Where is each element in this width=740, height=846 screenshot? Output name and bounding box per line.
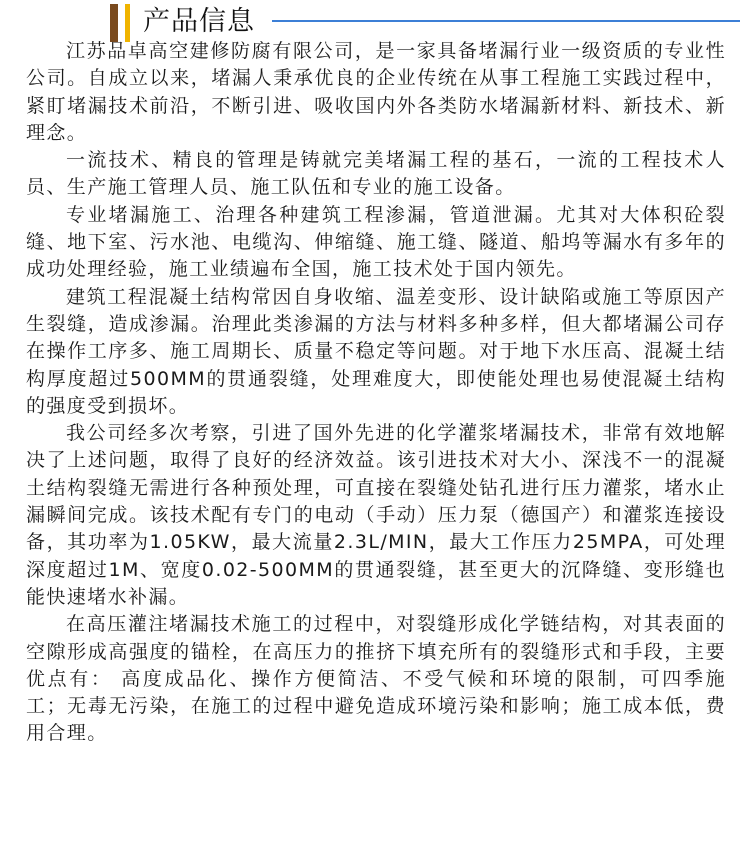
header-divider-line <box>272 20 740 22</box>
paragraph-company-intro: 江苏品卓高空建修防腐有限公司，是一家具备堵漏行业一级资质的专业性公司。自成立以来，堵漏人秉承优良的企业传统在从事工程施工实践过程中，紧盯堵漏技术前沿，不断引进、吸收国内外各类防水堵漏新材料、新技术、新理念。 <box>26 40 726 144</box>
section-title: 产品信息 <box>143 6 255 37</box>
paragraph-technology: 一流技术、精良的管理是铸就完美堵漏工程的基石，一流的工程技术人员、生产施工管理人员、施工队伍和专业的施工设备。 <box>26 149 726 199</box>
header-accent-bar-brown <box>110 4 118 42</box>
header-accent-bar-yellow <box>125 4 130 42</box>
paragraph-services: 专业堵漏施工、治理各种建筑工程渗漏，管道泄漏。尤其对大体积砼裂缝、地下室、污水池、电缆沟、伸缩缝、施工缝、隧道、船坞等漏水有多年的成功处理经验，施工业绩遍布全国，施工技术处于国内领先。 <box>26 203 726 281</box>
paragraph-advantages: 在高压灌注堵漏技术施工的过程中，对裂缝形成化学链结构，对其表面的空隙形成高强度的锚栓，在高压力的推挤下填充所有的裂缝形式和手段，主要优点有： 高度成品化、操作方便简洁、不受气候和环境的限制，可四季施工；无毒无污染，在施工的过程中避免造成环境污染和影响；施工成本低，费用合理。 <box>26 613 726 745</box>
paragraph-solution: 我公司经多次考察，引进了国外先进的化学灌浆堵漏技术，非常有效地解决了上述问题，取得了良好的经济效益。该引进技术对大小、深浅不一的混凝土结构裂缝无需进行各种预处理，可直接在裂缝处钻孔进行压力灌浆，堵水止漏瞬间完成。该技术配有专门的电动（手动）压力泵（德国产）和灌浆连接设备，其功率为1.05KW，最大流量2.3L/MIN，最大工作压力25MPA，可处理深度超过1M、宽度0.02-500MM的贯通裂缝，甚至更大的沉降缝、变形缝也能快速堵水补漏。 <box>26 422 726 608</box>
product-description <box>26 38 726 748</box>
paragraph-problem: 建筑工程混凝土结构常因自身收缩、温差变形、设计缺陷或施工等原因产生裂缝，造成渗漏。治理此类渗漏的方法与材料多种多样，但大都堵漏公司存在操作工序多、施工周期长、质量不稳定等问题。对于地下水压高、混凝土结构厚度超过500MM的贯通裂缝，处理难度大，即使能处理也易使混凝土结构的强度受到损坏。 <box>26 285 726 417</box>
